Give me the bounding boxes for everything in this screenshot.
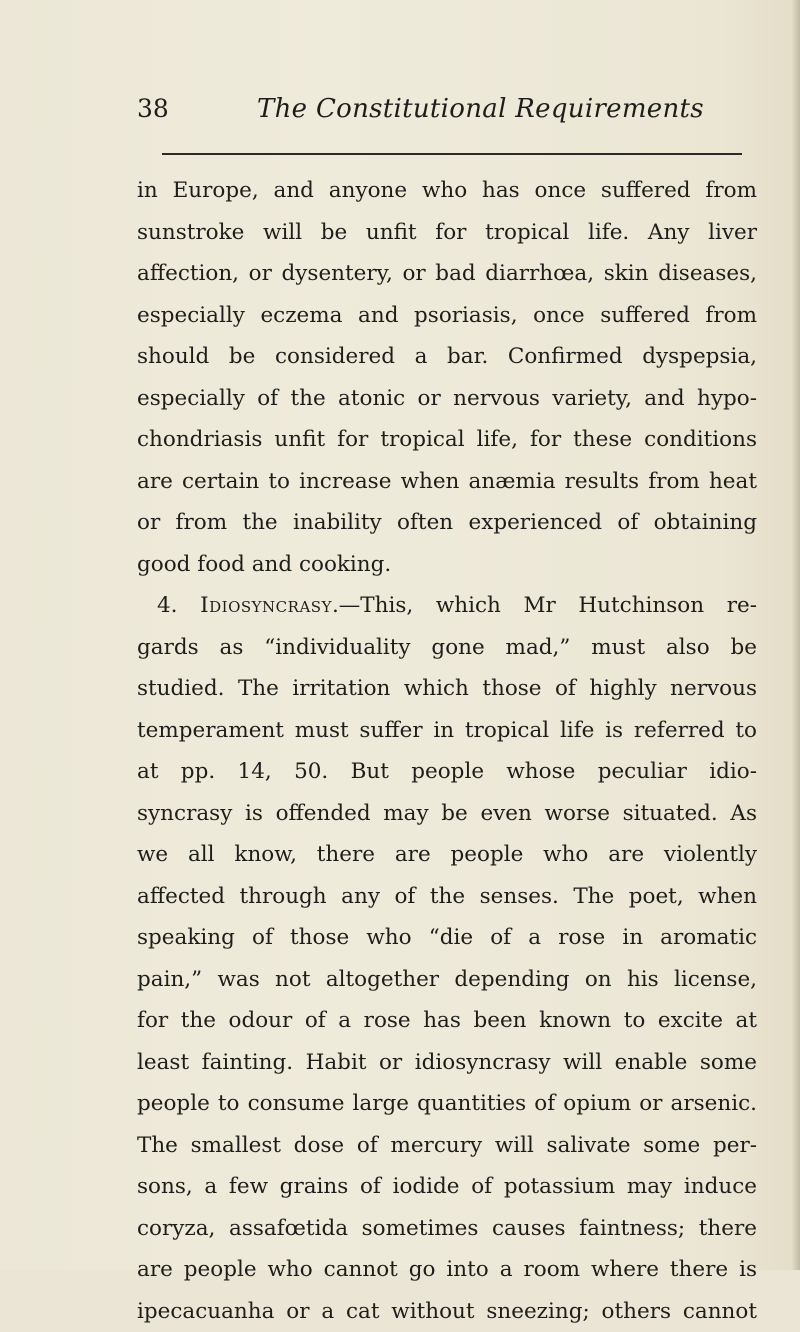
text-line: are people who cannot go into a room where there is	[137, 1249, 757, 1291]
text-line: ipecacuanha or a cat without sneezing; others cannot	[137, 1291, 757, 1332]
section-heading-small-caps: Idiosyncrasy	[200, 593, 332, 618]
text-line: studied. The irritation which those of highly nervous	[137, 668, 757, 710]
running-title: The Constitutional Requirements	[257, 94, 704, 124]
text-line: should be considered a bar. Confirmed dyspepsia,	[137, 336, 757, 378]
text-line: affected through any of the senses. The poet, when	[137, 876, 757, 918]
text-line: at pp. 14, 50. But people whose peculiar idio-	[137, 751, 757, 793]
page-number: 38	[137, 94, 169, 124]
text-line: people to consume large quantities of opium or arsenic.	[137, 1083, 757, 1125]
text-line: coryza, assafœtida sometimes causes faintness; there	[137, 1208, 757, 1250]
text-line: in Europe, and anyone who has once suffered from	[137, 170, 757, 212]
section-heading-text: 4. Idiosyncrasy.—This, which Mr Hutchinson re-	[157, 593, 757, 618]
page-edge-shadow	[792, 0, 800, 1270]
text-line: least fainting. Habit or idiosyncrasy will enable some	[137, 1042, 757, 1084]
text-line: sons, a few grains of iodide of potassium may induce	[137, 1166, 757, 1208]
page-header	[0, 94, 800, 134]
text-line: temperament must suffer in tropical life is referred to	[137, 710, 757, 752]
text-line: are certain to increase when anæmia results from heat	[137, 461, 757, 503]
section-heading-line	[137, 585, 757, 627]
text-line: affection, or dysentery, or bad diarrhœa, skin diseases,	[137, 253, 757, 295]
text-line: speaking of those who “die of a rose in aromatic	[137, 917, 757, 959]
text-line: especially of the atonic or nervous variety, and hypo-	[137, 378, 757, 420]
text-line: The smallest dose of mercury will salivate some per-	[137, 1125, 757, 1167]
header-rule	[162, 153, 742, 155]
text-line: or from the inability often experienced of obtaining	[137, 502, 757, 544]
text-line: syncrasy is offended may be even worse situated. As	[137, 793, 757, 835]
text-line: gards as “individuality gone mad,” must also be	[137, 627, 757, 669]
text-line: for the odour of a rose has been known to excite at	[137, 1000, 757, 1042]
text-line: especially eczema and psoriasis, once suffered from	[137, 295, 757, 337]
text-line: pain,” was not altogether depending on his license,	[137, 959, 757, 1001]
body-text	[137, 170, 757, 1332]
text-line: sunstroke will be unfit for tropical life. Any liver	[137, 212, 757, 254]
paragraph-end-line: good food and cooking.	[137, 544, 757, 586]
text-line: chondriasis unfit for tropical life, for these conditions	[137, 419, 757, 461]
text-line: we all know, there are people who are violently	[137, 834, 757, 876]
